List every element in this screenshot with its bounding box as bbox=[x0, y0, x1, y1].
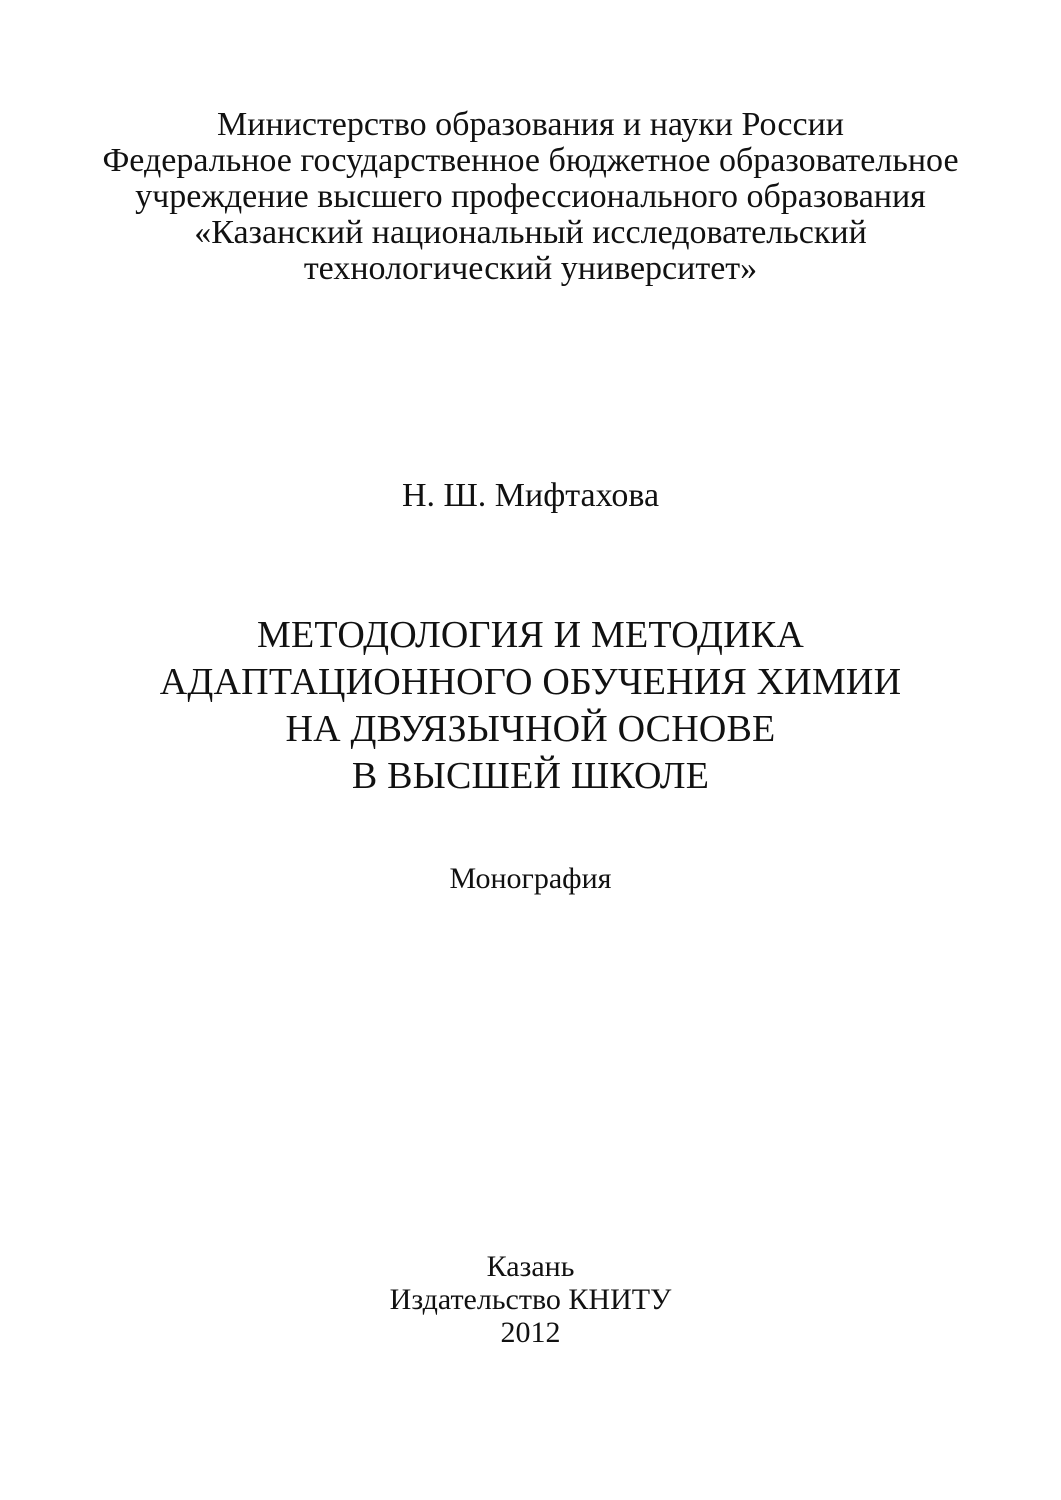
book-title-line-2: АДАПТАЦИОННОГО ОБУЧЕНИЯ ХИМИИ bbox=[159, 661, 902, 703]
imprint-publisher: Издательство КНИТУ bbox=[389, 1283, 672, 1316]
institution-line-4: «Казанский национальный исследовательский bbox=[194, 214, 867, 251]
imprint-year: 2012 bbox=[500, 1316, 561, 1349]
institution-line-3: учреждение высшего профессионального образования bbox=[135, 178, 926, 215]
genre-label: Монография bbox=[449, 862, 612, 895]
book-title-line-1: МЕТОДОЛОГИЯ И МЕТОДИКА bbox=[257, 614, 804, 656]
book-title-line-4: В ВЫСШЕЙ ШКОЛЕ bbox=[351, 755, 710, 797]
institution-line-1: Министерство образования и науки России bbox=[217, 106, 844, 143]
institution-line-2: Федеральное государственное бюджетное образовательное bbox=[102, 142, 959, 179]
book-title-line-3: НА ДВУЯЗЫЧНОЙ ОСНОВЕ bbox=[285, 708, 776, 750]
author-name: Н. Ш. Мифтахова bbox=[401, 477, 660, 514]
imprint-city: Казань bbox=[486, 1250, 575, 1283]
institution-line-5: технологический университет» bbox=[303, 250, 758, 287]
